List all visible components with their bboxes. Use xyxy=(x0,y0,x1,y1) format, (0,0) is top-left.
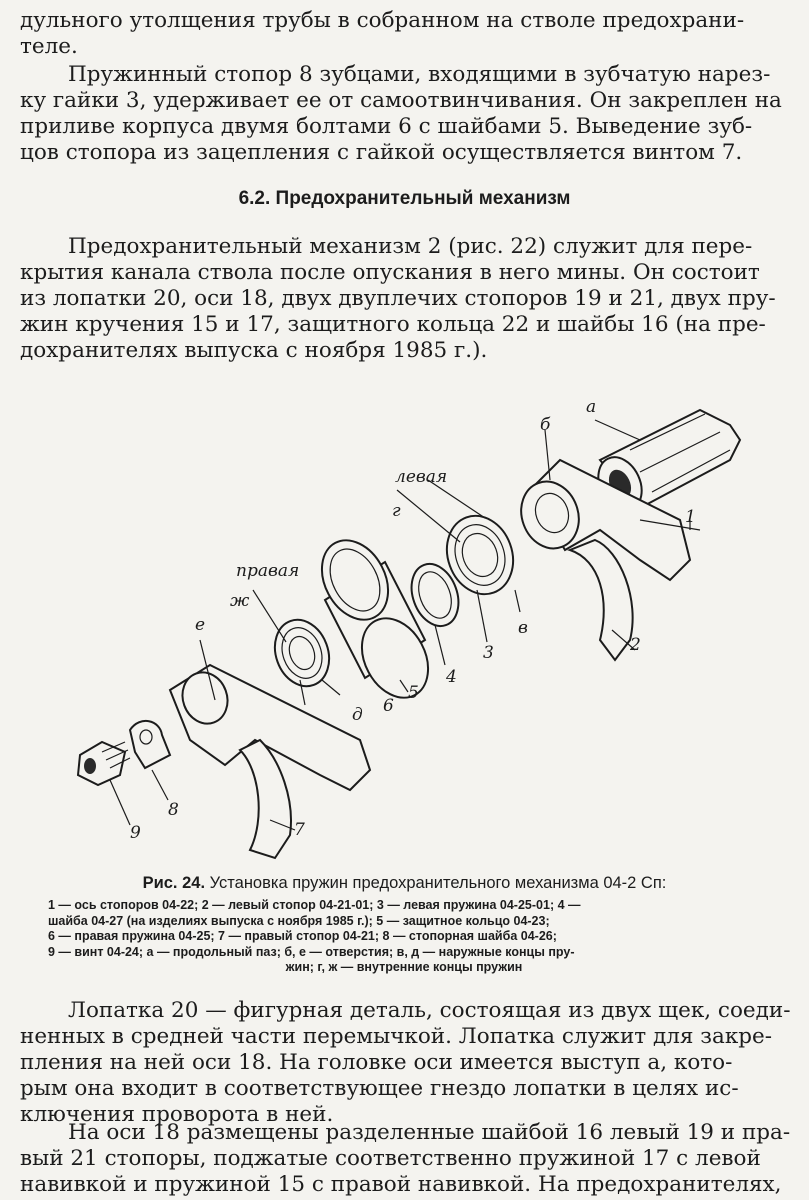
text-line: На оси 18 размещены разделенные шайбой 16 левый 19 и пра- xyxy=(68,1120,790,1145)
legend-line: 6 — правая пружина 04-25; 7 — правый стопор 04-21; 8 — стопорная шайба 04-26; xyxy=(48,929,557,943)
figure-legend xyxy=(48,898,760,976)
text-line: Пружинный стопор 8 зубцами, входящими в зубчатую нарез- xyxy=(68,62,771,87)
text-line: крытия канала ствола после опускания в него мины. Он состоит xyxy=(20,260,760,285)
text-line: навивкой и пружиной 15 с правой навивкой. На предохранителях, xyxy=(20,1172,782,1197)
label-g: г xyxy=(392,501,401,521)
intro-paragraph xyxy=(20,8,790,60)
text-line: ключения проворота в ней. xyxy=(20,1102,334,1127)
label-d: д xyxy=(352,705,363,725)
label-a: а xyxy=(586,397,597,417)
label-3: 3 xyxy=(483,643,494,663)
text-line: цов стопора из зацепления с гайкой осуществляется винтом 7. xyxy=(20,140,743,165)
text-line: приливе корпуса двумя болтами 6 с шайбами 5. Выведение зуб- xyxy=(20,114,753,139)
text-line: дульного утолщения трубы в собранном на стволе предохрани- xyxy=(20,8,745,33)
section-heading: 6.2. Предохранительный механизм xyxy=(238,188,571,209)
right-spring-part xyxy=(266,612,338,694)
caption-text: Установка пружин предохранительного механизма 04-2 Сп: xyxy=(209,874,667,892)
axis-paragraph xyxy=(20,1120,790,1198)
label-2: 2 xyxy=(630,635,641,655)
protective-ring-part xyxy=(309,529,441,709)
screw-part xyxy=(78,742,130,785)
legend-line: жин; г, ж — внутренние концы пружин xyxy=(285,960,523,974)
figure-caption xyxy=(0,874,809,893)
label-8: 8 xyxy=(168,800,179,820)
text-line: вый 21 стопоры, поджатые соответственно пружиной 17 с левой xyxy=(20,1146,761,1171)
label-v: в xyxy=(518,618,528,638)
label-pravaya: правая xyxy=(236,561,300,581)
text-line: теле. xyxy=(20,34,78,59)
text-line: Предохранительный механизм 2 (рис. 22) служит для пере- xyxy=(68,234,753,259)
mechanism-paragraph xyxy=(20,234,790,364)
stopper-paragraph xyxy=(20,62,790,166)
label-b: б xyxy=(540,415,551,435)
label-7: 7 xyxy=(294,820,305,840)
legend-line: 9 — винт 04-24; а — продольный паз; б, е — отверстия; в, д — наружные концы пру- xyxy=(48,944,575,959)
text-line: дохранителях выпуска с ноября 1985 г.). xyxy=(20,338,488,363)
text-line: ку гайки 3, удерживает ее от самоотвинчивания. Он закреплен на xyxy=(20,88,782,113)
label-1: 1 xyxy=(685,507,696,527)
label-6: 6 xyxy=(383,696,394,716)
text-line: рым она входит в соответствующее гнездо лопатки в целях ис- xyxy=(20,1076,739,1101)
text-line: пления на ней оси 18. На головке оси имеется выступ а, кото- xyxy=(20,1050,733,1075)
right-stopper-part xyxy=(170,665,370,858)
text-line: ненных в средней части перемычкой. Лопатка служит для закре- xyxy=(20,1024,773,1049)
assembly-drawing xyxy=(40,380,780,860)
text-line: из лопатки 20, оси 18, двух двуплечих стопоров 19 и 21, двух пру- xyxy=(20,286,776,311)
blade-paragraph xyxy=(20,998,790,1128)
text-line: жин кручения 15 и 17, защитного кольца 22 и шайбы 16 (на пре- xyxy=(20,312,766,337)
label-5: 5 xyxy=(408,683,419,703)
label-9: 9 xyxy=(130,823,141,843)
legend-line: 1 — ось стопоров 04-22; 2 — левый стопор 04-21-01; 3 — левая пружина 04-25-01; 4 — xyxy=(48,898,581,912)
legend-line: шайба 04-27 (на изделиях выпуска с ноября 1985 г.); 5 — защитное кольцо 04-23; xyxy=(48,913,550,928)
label-levaya: левая xyxy=(395,467,448,487)
exploded-assembly-figure xyxy=(40,380,780,860)
label-4: 4 xyxy=(446,667,457,687)
label-e: е xyxy=(195,615,206,635)
lock-washer-part xyxy=(130,721,170,768)
caption-prefix: Рис. 24. xyxy=(142,874,206,892)
text-line: Лопатка 20 — фигурная деталь, состоящая из двух щек, соеди- xyxy=(68,998,790,1023)
label-zh: ж xyxy=(230,591,250,611)
